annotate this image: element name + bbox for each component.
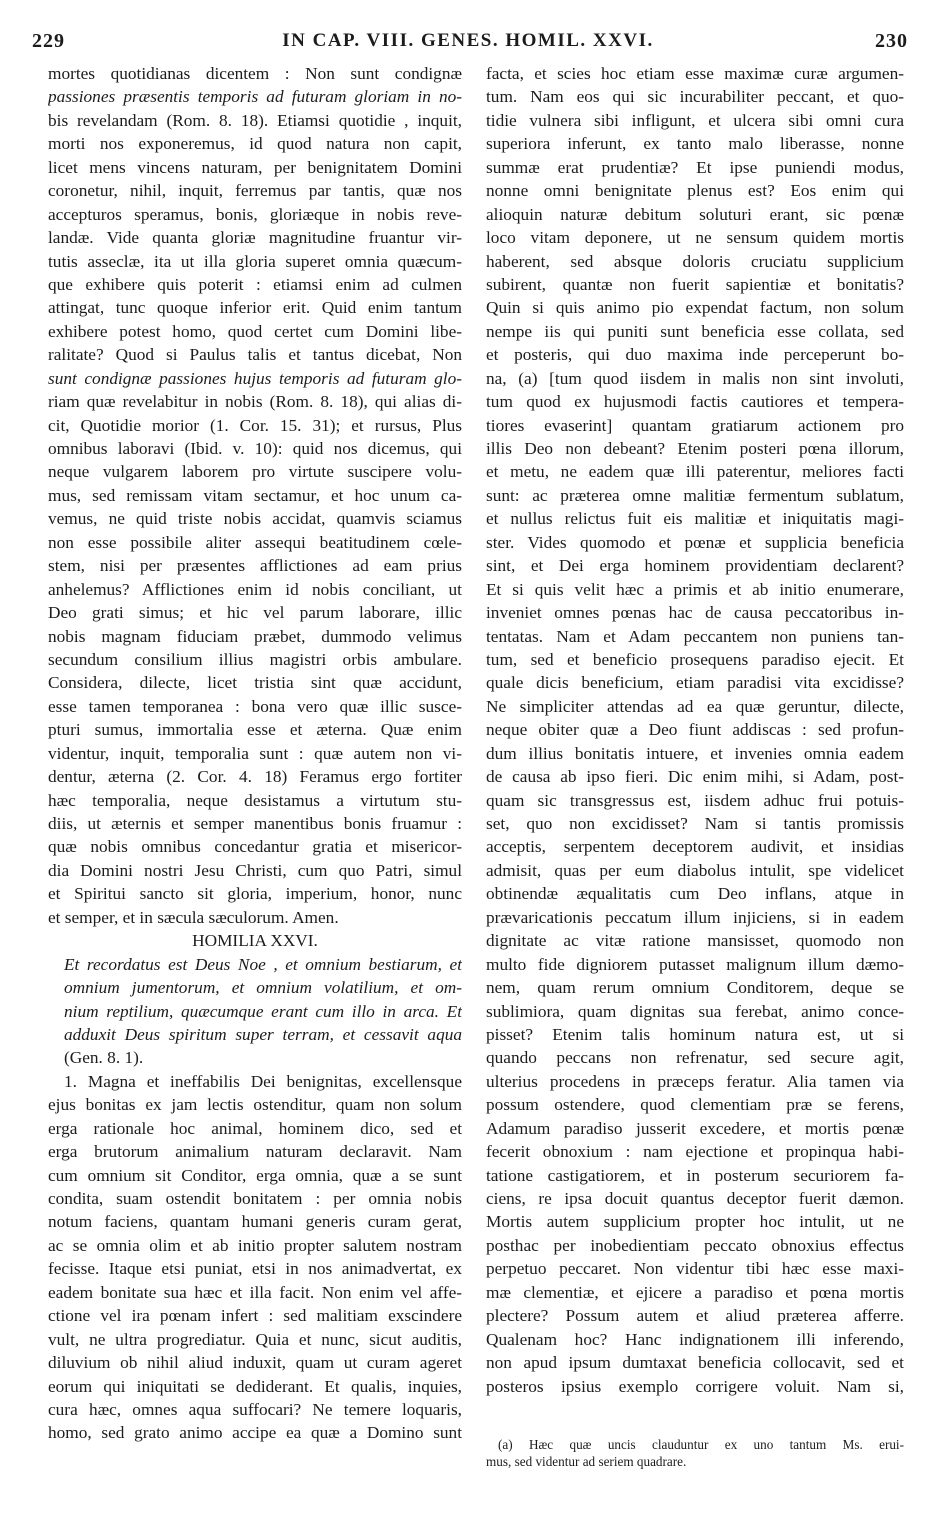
- left-column-line: vult, ne ultra progrediatur. Quia et nunc, sicut auditis,: [48, 1329, 462, 1349]
- right-column-line: tum quod ex hujusmodi factis cautiores et tempera-: [486, 392, 904, 412]
- right-column-line: alioquin naturæ debitum soluturi erant, sic pœnæ: [486, 204, 904, 224]
- right-column-line: possum ostendere, quod clementiam præ se ferens,: [486, 1095, 904, 1115]
- left-column-line: attingat, tunc quoque inferior erit. Quid enim tantum: [48, 298, 462, 318]
- left-column-line: bis revelandam (Rom. 8. 18). Etiamsi quotidie , inquit,: [48, 110, 462, 130]
- left-column-line: stem, nisi per præsentes afflictiones ad eam prius: [48, 556, 462, 576]
- left-column-line: riam quæ revelabitur in nobis (Rom. 8. 18), qui alias di-: [48, 392, 462, 412]
- left-column-line: ac se omnia olim et ab initio propter salutem nostram: [48, 1235, 462, 1255]
- page-number-left: 229: [32, 30, 65, 52]
- right-column-line: et posteris, qui duo maxima inde perceperunt bo-: [486, 345, 904, 365]
- footnote-line: mus, sed videntur ad seriem quadrare.: [486, 1454, 687, 1469]
- left-column-line: passiones præsentis temporis ad futuram gloriam in no-: [48, 87, 462, 107]
- right-column-line: Adamum paradiso jusserit excedere, et mortis pœnæ: [486, 1118, 904, 1138]
- left-column-line: fecisse. Itaque etsi puniat, etsi in nos animadvertat, ex: [48, 1259, 462, 1279]
- right-column-line: et nullus relictus fuit eis malitiæ et iniquitatis magi-: [486, 509, 904, 529]
- left-column-line: adduxit Deus spiritum super terram, et cessavit aqua: [64, 1024, 462, 1044]
- right-column-line: subirent, quantæ non fuerit sapientiæ et bonitatis?: [486, 274, 904, 294]
- right-column-line: obtinendæ æqualitatis cum Deo inflans, atque in: [486, 884, 904, 904]
- left-column-line: erga rationale hoc animal, hominem dico, sed et: [48, 1118, 462, 1138]
- left-column-line: exhibere potest homo, quod certet cum Domini libe-: [48, 321, 462, 341]
- right-column-line: fecerit obnoxium : nam ejectione et propinqua habi-: [486, 1142, 904, 1162]
- right-column-line: loco vitam deponere, ut ne sensum quidem mortis: [486, 228, 904, 248]
- page-number-right: 230: [875, 30, 908, 52]
- right-column-line: summæ erat prudentiæ? Et ipse puniendi modus,: [486, 157, 904, 177]
- left-column-line: dia Domini nostri Jesu Christi, cum quo Patri, simul: [48, 860, 462, 880]
- right-column-line: facta, et scies hoc etiam esse maximæ curæ argumen-: [486, 64, 904, 83]
- right-column-line: tum, sed et beneficio prosequens paradiso ejecit. Et: [486, 649, 904, 669]
- left-column-line: homo, sed grato animo accipe ea quæ a Domino sunt: [48, 1423, 462, 1443]
- left-column-line: nobis magnam fiduciam præbet, dummodo velimus: [48, 626, 462, 646]
- right-column-line: nonne omni benignitate plenus est? Eos enim qui: [486, 181, 904, 201]
- left-column-line: Considera, dilecte, licet tristia sint quæ accidunt,: [48, 673, 462, 693]
- right-column-line: et metu, ne eadem quæ illi paterentur, meliores facti: [486, 462, 904, 482]
- right-column-line: neque obiter quæ a Deo fiunt addiscas : sed profun-: [486, 720, 904, 740]
- right-column-line: Qualenam hoc? Hanc indignationem illi inferendo,: [486, 1329, 904, 1349]
- right-column-line: set, quo non excidisset? Nam si tantis promissis: [486, 814, 904, 833]
- right-column: [486, 62, 904, 1398]
- right-column-line: acceptis, serpentem deceptorem audivit, et insidias: [486, 837, 904, 857]
- left-column-line: neque vulgarem laborem pro virtute suscipere volu-: [48, 462, 462, 482]
- left-column-line: tutis asseclæ, ita ut illa gloria superet omnia quæcum-: [48, 251, 462, 271]
- right-column-line: mæ clementiæ, et ejicere a paradiso et pœna mortis: [486, 1282, 904, 1302]
- left-column-line: omnibus laboravi (Ibid. v. 10): quid nos dicemus, qui: [48, 439, 462, 458]
- left-column: [48, 62, 462, 1445]
- left-column-line: videntur, inquit, temporalia sunt : quæ autem non vi-: [48, 743, 462, 763]
- right-column-line: posteros ipsius exemplo corrigere voluit. Nam si,: [486, 1376, 904, 1396]
- right-column-line: admisit, quas per eum diabolus intulit, spe videlicet: [486, 860, 904, 880]
- left-column-line: ralitate? Quod si Paulus talis et tantus dicebat, Non: [48, 345, 462, 365]
- right-column-line: plectere? Possum autem et aliud præterea afferre.: [486, 1306, 904, 1326]
- right-column-line: dum illius bonitatis intuere, et invenies omnia eadem: [486, 743, 904, 763]
- left-column-line: licet mens vincens naturam, per benignitatem Domini: [48, 157, 462, 177]
- right-column-line: multo fide digniorem putasset malignum illum dæmo-: [486, 954, 904, 974]
- homily-title: HOMILIA XXVI.: [192, 931, 318, 951]
- right-column-line: non apud ipsum dumtaxat beneficia collocavit, sed et: [486, 1353, 904, 1373]
- left-column-line: mortes quotidianas dicentem : Non sunt condignæ: [48, 64, 462, 83]
- right-column-line: tatione castigatiorem, et in posterum securiorem fa-: [486, 1165, 904, 1185]
- left-column-line: eorum qui iniquitati se dediderant. Et qualis, inquies,: [48, 1376, 462, 1396]
- footnote-line: (a) Hæc quæ uncis clauduntur ex uno tantum Ms. erui-: [498, 1437, 904, 1452]
- left-column-line: pturi sumus, immortalia esse et æterna. Quæ enim: [48, 720, 462, 740]
- left-column-line: Et recordatus est Deus Noe , et omnium bestiarum, et: [64, 954, 462, 974]
- right-column-line: tiores evaserint] quantam gratiarum actionem pro: [486, 415, 904, 435]
- left-column-line: sunt condignæ passiones hujus temporis ad futuram glo-: [48, 368, 462, 388]
- right-column-line: Quin si quis animo pio expendat factum, non solum: [486, 298, 904, 318]
- left-column-line: condita, suam ostendit bonitatem : per omnia nobis: [48, 1189, 462, 1208]
- left-column-line: landæ. Vide quanta gloriæ magnitudine fruantur vir-: [48, 228, 462, 248]
- right-column-line: na, (a) [tum quod iisdem in malis non sint involuti,: [486, 368, 904, 388]
- right-column-line: de causa ab ipso fieri. Dic enim mihi, si Adam, post-: [486, 767, 904, 787]
- left-column-line: eadem bonitate sua hæc et illa facit. Non enim vel affe-: [48, 1282, 462, 1302]
- right-column-line: pisset? Etenim talis hominum natura est, ut si: [486, 1024, 904, 1044]
- right-column-line: tidie vulnera sibi infligunt, et ulcera sibi omni cura: [486, 110, 904, 130]
- left-column-line: non esse possibile aliter assequi beatitudinem cœle-: [48, 532, 462, 552]
- right-column-line: dignitate ac vitæ ratione mansisset, quomodo non: [486, 931, 904, 951]
- left-column-line: et Spiritui sancto sit gloria, imperium, honor, nunc: [48, 884, 462, 904]
- right-column-line: sint, et Dei erga hominem providentiam declarent?: [486, 556, 904, 576]
- right-column-line: ster. Vides quomodo et pœnæ et supplicia beneficia: [486, 532, 904, 552]
- right-column-line: quando peccans non refrenatur, sed secure agit,: [486, 1048, 904, 1068]
- right-column-line: superiora inferunt, ex tanto malo liberasse, nonne: [486, 134, 904, 154]
- right-column-line: haberent, sed absque doloris cruciatu supplicium: [486, 251, 904, 271]
- left-column-line: (Gen. 8. 1).: [64, 1048, 144, 1068]
- left-column-line: Deo grati simus; et hic vel parum laborare, illic: [48, 603, 462, 623]
- right-column-line: posthac per inobedientiam peccato obnoxius effectus: [486, 1235, 904, 1255]
- left-column-line: anhelemus? Afflictiones enim id nobis conciliant, ut: [48, 579, 462, 599]
- right-column-line: quam sic transgressus est, iisdem adhuc frui potuis-: [486, 790, 904, 810]
- right-column-line: ciens, re ipsa docuit quantus deceptor fuerit dæmon.: [486, 1189, 904, 1208]
- right-column-line: ulterius procedens in præceps feratur. Alia tamen via: [486, 1071, 904, 1091]
- left-column-line: 1. Magna et ineffabilis Dei benignitas, excellensque: [64, 1071, 462, 1091]
- left-column-line: mus, sed remissam vitam sectamur, et hoc unum ca-: [48, 485, 462, 505]
- right-column-line: Ne simpliciter attendas ad ea quæ geruntur, dilecte,: [486, 696, 904, 716]
- right-column-line: sublimiora, quam dignitas sua ferebat, animo conce-: [486, 1001, 904, 1021]
- left-column-line: cit, Quotidie morior (1. Cor. 15. 31); et rursus, Plus: [48, 415, 462, 435]
- left-column-line: coronetur, nihil, inquit, ferremus par tantis, quæ nos: [48, 181, 462, 201]
- footnote: [486, 1436, 904, 1470]
- right-column-line: nempe iis qui puniti sunt beneficia esse collata, sed: [486, 321, 904, 341]
- left-column-line: quæ nobis omnibus concedantur gratia et misericor-: [48, 837, 462, 857]
- left-column-line: secundum consilium illius magistri orbis ambulare.: [48, 649, 462, 669]
- left-column-line: hæc temporalia, neque desistamus a virtutum stu-: [48, 790, 462, 810]
- right-column-line: perpetuo peccaret. Non videntur tibi hæc esse maxi-: [486, 1259, 904, 1279]
- right-column-line: inveniet omnes pœnas hac de causa peccatoribus in-: [486, 603, 904, 623]
- right-column-line: tum. Nam eos qui sic incurabiliter peccant, et quo-: [486, 87, 904, 107]
- left-column-line: morti nos exponeremus, id quod natura non capit,: [48, 134, 462, 154]
- left-column-line: cura hæc, omnes aqua suffocari? Ne temere loquaris,: [48, 1399, 462, 1419]
- left-column-line: nium reptilium, quæcumque erant cum illo in arca. Et: [64, 1001, 462, 1021]
- left-column-line: diluvium ob nihil aliud induxit, quam ut curam ageret: [48, 1353, 462, 1373]
- left-column-line: erga brutorum animalium naturam declaravit. Nam: [48, 1142, 462, 1162]
- right-column-line: nem, quam rerum omnium Conditorem, deque se: [486, 978, 904, 998]
- left-column-line: que exhibere quis poterit : etiamsi enim ad culmen: [48, 274, 462, 294]
- left-column-line: ctione vel ira pœnam infert : sed malitiam exscindere: [48, 1306, 462, 1326]
- right-column-line: quale dicis beneficium, etiam paradisi vita excidisse?: [486, 673, 904, 693]
- right-column-line: prævaricationis peccatum illum injiciens, si in eadem: [486, 907, 904, 927]
- left-column-line: vemus, ne quid triste nobis accidat, quamvis sciamus: [48, 509, 462, 529]
- left-column-line: dentur, æterna (2. Cor. 4. 18) Feramus ergo fortiter: [48, 767, 462, 787]
- right-column-line: Et si quis velit hæc a primis et ab initio enumerare,: [486, 579, 904, 599]
- left-column-line: esse tamen temporanea : bona vero quæ illic susce-: [48, 696, 462, 716]
- right-column-line: tentatas. Nam et Adam peccantem non puniens tan-: [486, 626, 904, 646]
- left-column-line: cum omnium sit Conditor, erga omnia, quæ a se sunt: [48, 1165, 462, 1185]
- right-column-line: illis Deo non debeant? Etenim posteri pœna illorum,: [486, 439, 904, 458]
- left-column-line: et semper, et in sæcula sæculorum. Amen.: [48, 907, 339, 927]
- left-column-line: diis, ut æternis et semper manentibus bonis fruamur :: [48, 814, 462, 833]
- running-title: IN CAP. VIII. GENES. HOMIL. XXVI.: [282, 30, 654, 51]
- right-column-line: sunt: ac præterea omne malitiæ fermentum sublatum,: [486, 485, 904, 505]
- left-column-line: notum faciens, quantam humani generis curam gerat,: [48, 1212, 462, 1232]
- left-column-line: omnium jumentorum, et omnium volatilium, et om-: [64, 978, 462, 998]
- page-header: [28, 30, 908, 56]
- left-column-line: ejus bonitas ex jam lectis ostenditur, quam non solum: [48, 1095, 462, 1115]
- left-column-line: accepturos speramus, bonis, gloriæque in nobis reve-: [48, 204, 462, 224]
- right-column-line: Mortis autem supplicium propter hoc intulit, ut ne: [486, 1212, 904, 1232]
